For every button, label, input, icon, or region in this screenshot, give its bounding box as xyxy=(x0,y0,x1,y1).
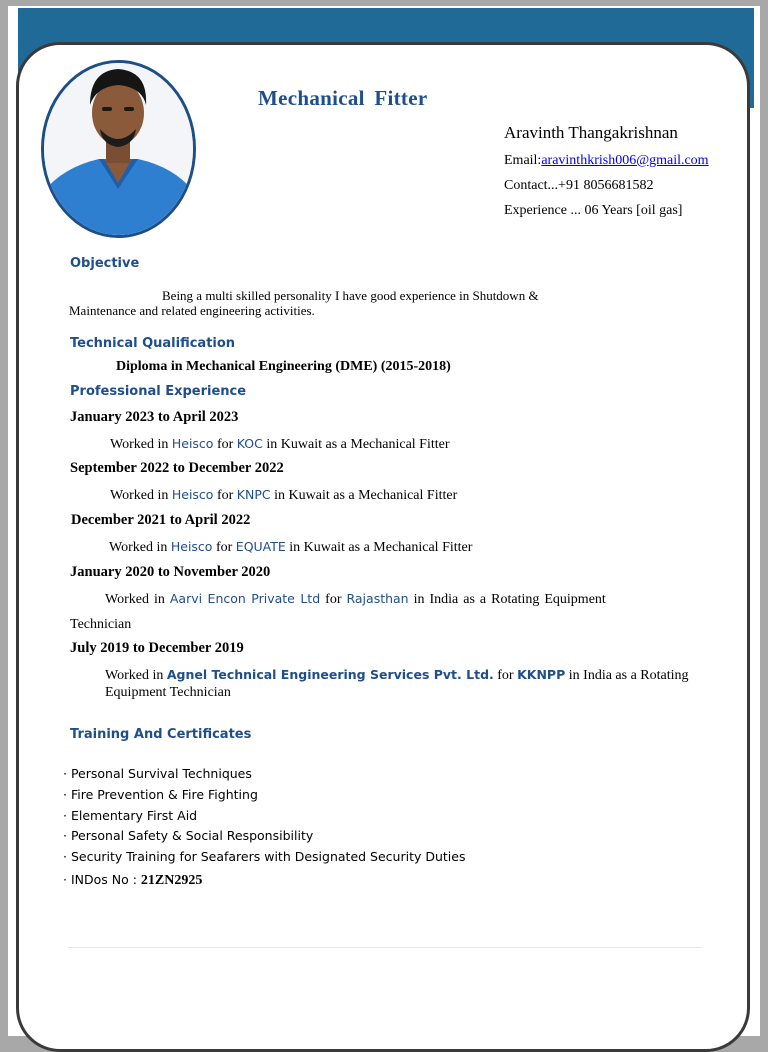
job-period: January 2020 to November 2020 xyxy=(70,564,271,580)
candidate-name: Aravinth Thangakrishnan xyxy=(504,123,678,142)
qualification-heading: Technical Qualification xyxy=(70,336,236,351)
job-description xyxy=(105,590,606,608)
job-text: for xyxy=(320,592,347,607)
job-text: in Kuwait as a Mechanical Fitter xyxy=(285,540,473,555)
job-text: for xyxy=(213,437,237,452)
job-text: in Kuwait as a Mechanical Fitter xyxy=(262,437,450,452)
job-period: December 2021 to April 2022 xyxy=(71,512,251,528)
client-name: KOC xyxy=(236,436,263,451)
email-label: Email: xyxy=(504,153,542,168)
job-description xyxy=(105,666,689,684)
job-period: July 2019 to December 2019 xyxy=(70,640,244,656)
job-text: for xyxy=(212,540,236,555)
profile-photo xyxy=(41,60,196,238)
company-name: Heisco xyxy=(171,436,214,451)
email-line xyxy=(504,153,709,169)
job-text: in Kuwait as a Mechanical Fitter xyxy=(270,488,458,503)
qualification-text: Diploma in Mechanical Engineering (DME) (2015-2018) xyxy=(116,359,451,374)
list-item: · Personal Safety & Social Responsibility xyxy=(63,828,314,844)
job-text: Worked in xyxy=(105,592,170,607)
job-description xyxy=(110,486,457,504)
objective-heading: Objective xyxy=(70,256,140,271)
job-text: Worked in xyxy=(110,437,172,452)
job-text: Worked in xyxy=(105,668,167,683)
footer-divider xyxy=(68,947,702,948)
job-description xyxy=(110,435,450,453)
job-description xyxy=(109,538,472,556)
job-text: Worked in xyxy=(110,488,172,503)
job-text: for xyxy=(213,488,237,503)
job-text: in India as a Rotating xyxy=(565,668,689,683)
job-period: January 2023 to April 2023 xyxy=(70,409,239,425)
list-item: · Fire Prevention & Fire Fighting xyxy=(63,786,258,802)
job-title: Mechanical Fitter xyxy=(258,86,428,110)
objective-line-2: Maintenance and related engineering activities. xyxy=(69,303,315,318)
objective-text xyxy=(69,288,609,318)
indos-label: · INDos No : xyxy=(63,871,141,887)
job-continuation: Technician xyxy=(70,617,132,632)
job-text: for xyxy=(493,668,518,683)
experience-line: Experience ... 06 Years [oil gas] xyxy=(504,203,683,218)
company-name: Aarvi Encon Private Ltd xyxy=(169,591,321,606)
list-item: · Personal Survival Techniques xyxy=(63,766,252,781)
objective-line-1: Being a multi skilled personality I have good experience in Shutdown & xyxy=(162,288,539,303)
list-item xyxy=(63,870,465,891)
client-name: KNPC xyxy=(236,487,271,502)
job-text: Worked in xyxy=(109,540,171,555)
job-continuation: Equipment Technician xyxy=(105,685,231,700)
company-name: Heisco xyxy=(171,487,214,502)
contact-line: Contact...+91 8056681582 xyxy=(504,178,654,193)
indos-number: 21ZN2925 xyxy=(140,872,203,888)
job-text: in India as a Rotating Equipment xyxy=(408,592,606,607)
job-period: September 2022 to December 2022 xyxy=(70,460,284,476)
client-name: KKNPP xyxy=(517,667,566,682)
company-name: Agnel Technical Engineering Services Pvt. Ltd. xyxy=(166,667,494,682)
list-item: · Security Training for Seafarers with Designated Security Duties xyxy=(63,849,466,865)
client-name: EQUATE xyxy=(235,539,286,554)
email-link[interactable]: aravinthkrish006@gmail.com xyxy=(541,153,709,168)
company-name: Heisco xyxy=(170,539,213,554)
list-item: · Elementary First Aid xyxy=(63,807,198,823)
client-name: Rajasthan xyxy=(346,591,409,606)
training-heading: Training And Certificates xyxy=(70,727,252,742)
experience-heading: Professional Experience xyxy=(70,384,247,399)
certificate-list xyxy=(63,764,465,891)
portrait-image xyxy=(44,63,193,235)
